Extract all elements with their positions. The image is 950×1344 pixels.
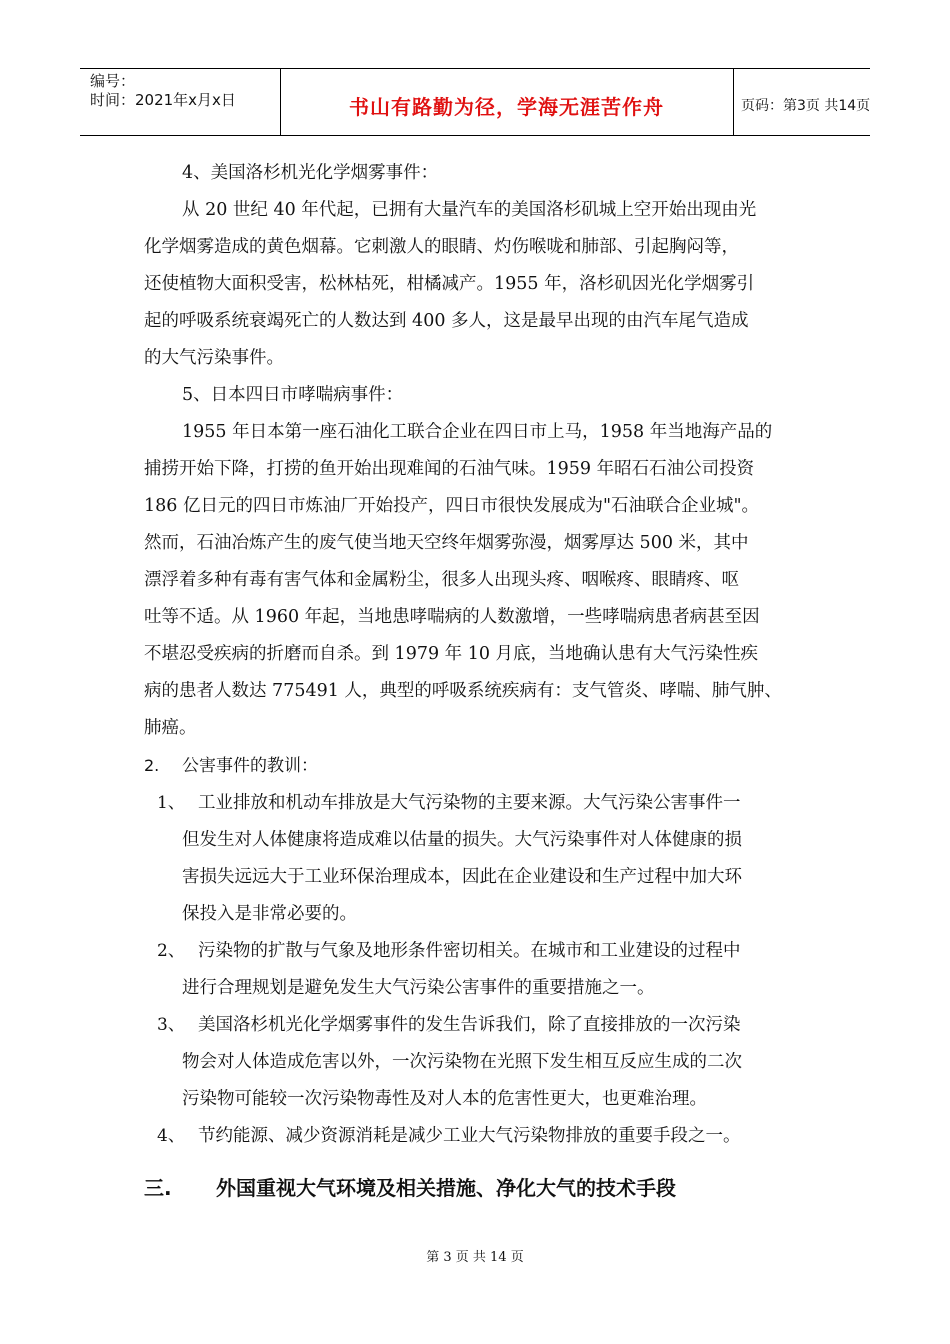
paragraph-line: 不堪忍受疾病的折磨而自杀。到 1979 年 10 月底，当地确认患有大气污染性疾 [144, 644, 759, 664]
lessons-heading: 公害事件的教训： [182, 756, 318, 776]
header-page-info: 页码：第3页 共14页 [741, 98, 871, 114]
document-number-label: 编号： [90, 72, 136, 90]
page-header [80, 68, 870, 136]
lesson-line: 进行合理规划是避免发生大气污染公害事件的重要措施之一。 [182, 978, 655, 998]
lesson-line: 保投入是非常必要的。 [182, 904, 357, 924]
paragraph-line: 吐等不适。从 1960 年起，当地患哮喘病的人数激增，一些哮喘病患者病甚至因 [144, 607, 760, 627]
header-meta-cell [80, 69, 281, 135]
document-date: 时间：2021年x月x日 [90, 91, 236, 109]
paragraph-line: 186 亿日元的四日市炼油厂开始投产，四日市很快发展成为"石油联合企业城"。 [144, 496, 760, 516]
lesson-number: 3、 [157, 1015, 185, 1035]
subheading-la-smog: 4、美国洛杉机光化学烟雾事件： [182, 163, 439, 183]
header-motto-cell [280, 69, 734, 135]
paragraph-line: 化学烟雾造成的黄色烟幕。它刺激人的眼睛、灼伤喉咙和肺部、引起胸闷等， [144, 237, 739, 257]
section-3-title: 外国重视大气环境及相关措施、净化大气的技术手段 [216, 1176, 676, 1200]
paragraph-line: 然而，石油冶炼产生的废气使当地天空终年烟雾弥漫，烟雾厚达 500 米，其中 [144, 533, 749, 553]
lesson-line: 但发生对人体健康将造成难以估量的损失。大气污染事件对人体健康的损 [182, 830, 742, 850]
lesson-line: 污染物可能较一次污染物毒性及对人本的危害性更大，也更难治理。 [182, 1089, 707, 1109]
paragraph-line: 肺癌。 [144, 718, 197, 738]
lesson-number: 4、 [157, 1126, 185, 1146]
paragraph-line: 漂浮着多种有毒有害气体和金属粉尘，很多人出现头疼、咽喉疼、眼睛疼、呕 [144, 570, 739, 590]
section-3-number: 三. [144, 1176, 172, 1200]
subheading-yokkaichi-asthma: 5、日本四日市哮喘病事件： [182, 385, 404, 405]
lesson-line: 工业排放和机动车排放是大气污染物的主要来源。大气污染公害事件一 [198, 793, 741, 813]
paragraph-line: 起的呼吸系统衰竭死亡的人数达到 400 多人，这是最早出现的由汽车尾气造成 [144, 311, 749, 331]
header-motto: 书山有路勤为径，学海无涯苦作舟 [349, 95, 664, 119]
paragraph-line: 从 20 世纪 40 年代起，已拥有大量汽车的美国洛杉矶城上空开始出现由光 [182, 200, 757, 220]
paragraph-line: 的大气污染事件。 [144, 348, 284, 368]
paragraph-line: 病的患者人数达 775491 人，典型的呼吸系统疾病有：支气管炎、哮喘、肺气肿、 [144, 681, 782, 701]
lesson-number: 2、 [157, 941, 185, 961]
lesson-line: 节约能源、减少资源消耗是减少工业大气污染物排放的重要手段之一。 [198, 1126, 741, 1146]
header-page-cell [733, 69, 870, 135]
lesson-number: 1、 [157, 793, 185, 813]
lesson-line: 害损失远远大于工业环保治理成本，因此在企业建设和生产过程中加大环 [182, 867, 742, 887]
lesson-line: 美国洛杉机光化学烟雾事件的发生告诉我们，除了直接排放的一次污染 [198, 1015, 741, 1035]
paragraph-line: 还使植物大面积受害，松林枯死，柑橘减产。1955 年，洛杉矶因光化学烟雾引 [144, 274, 755, 294]
lesson-line: 物会对人体造成危害以外，一次污染物在光照下发生相互反应生成的二次 [182, 1052, 742, 1072]
lessons-heading-number: 2. [144, 756, 160, 775]
lesson-line: 污染物的扩散与气象及地形条件密切相关。在城市和工业建设的过程中 [198, 941, 741, 961]
paragraph-line: 捕捞开始下降，打捞的鱼开始出现难闻的石油气味。1959 年昭石石油公司投资 [144, 459, 755, 479]
page-footer: 第 3 页 共 14 页 [426, 1250, 524, 1265]
paragraph-line: 1955 年日本第一座石油化工联合企业在四日市上马，1958 年当地海产品的 [182, 422, 773, 442]
